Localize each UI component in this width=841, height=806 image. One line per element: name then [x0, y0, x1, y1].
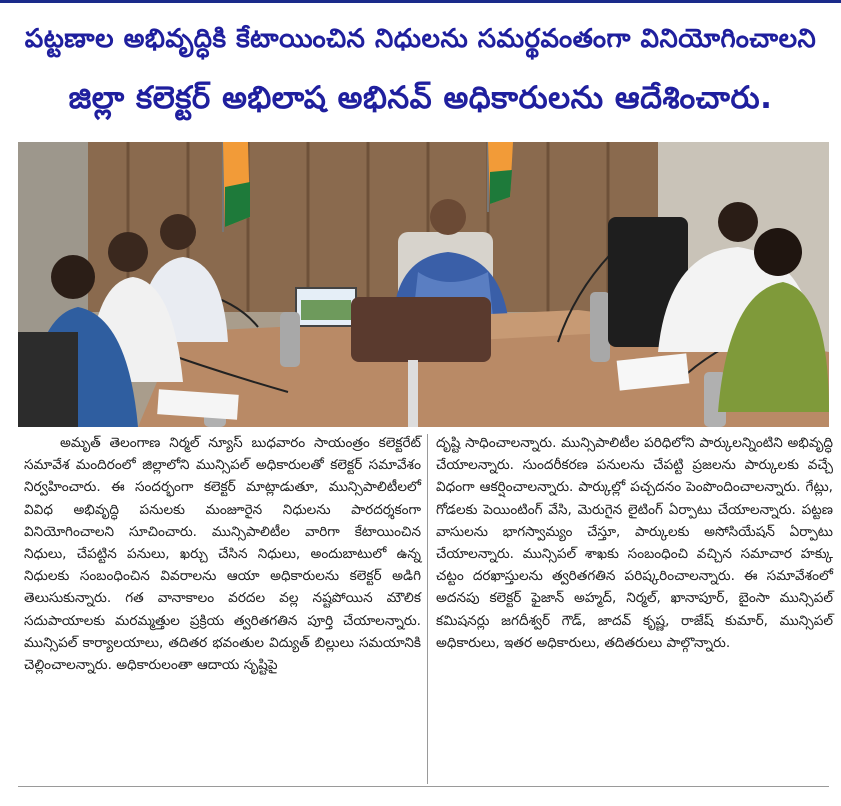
flag-left	[223, 142, 250, 232]
meeting-photo	[18, 142, 829, 427]
headline-line-1: పట్టణాల అభివృద్ధికి కేటాయించిన నిధులను సమర్థవంతంగా వినియోగించాలని	[24, 24, 817, 54]
steel-bottle	[590, 292, 610, 362]
bottom-rule	[18, 786, 829, 787]
top-rule	[0, 0, 841, 3]
column-divider	[427, 434, 428, 784]
article-column-left: అమృత్ తెలంగాణ నిర్మల్ న్యూస్ బుధవారం సాయంత్రం కలెక్టరేట్ సమావేశ మందిరంలో జిల్లాలోని మున్సిపల్ అధికారులతో కలెక్టర్ సమావేశం నిర్వహించారు. ఈ సందర్భంగా కలెక్టర్ మాట్లాడుతూ, మున్సిపాలిటీలలో వివిధ అభివృద్ధి పనులకు మంజూరైన నిధులను పారదర్శకంగా వినియోగించాలని సూచించారు. మున్సిపాలిటీల వారిగా కేటాయించిన నిధులు, చేపట్టిన పనులు, ఖర్చు చేసిన నిధులు, అందుబాటులో ఉన్న నిధులకు సంబంధించిన వివరాలను ఆయా అధికారులను కలెక్టర్ అడిగి తెలుసుకున్నారు. గత వానాకాలం వరదల వల్ల నష్టపోయిన మౌలిక సదుపాయాలకు మరమ్మత్తుల ప్రక్రియ త్వరితగతిన పూర్తి చేయాలన్నారు. మున్సిపల్ కార్యాలయాలు, తదితర భవంతుల విద్యుత్ బిల్లులు సమయానికి చెల్లించాలన్నారు. అధికారులంతా ఆదాయ సృష్టిపై	[24, 435, 421, 674]
steel-bottle	[280, 312, 300, 367]
headline-line-2: జిల్లా కలెక్టర్ అభిలాష అభినవ్ అధికారులను ఆదేశించారు.	[68, 80, 773, 116]
lectern	[351, 297, 491, 362]
article-column-right: దృష్టి సాధించాలన్నారు. మున్సిపాలిటీల పరిధిలోని పార్కులన్నింటిని అభివృద్ధి చేయాలన్నారు. సుందరీకరణ పనులను చేపట్టి ప్రజలను పార్కులకు వచ్చే విధంగా ఆకర్షించాలన్నారు. పార్కుల్లో పచ్చదనం పెంపొందించాలన్నారు. గేట్లు, గోడలకు పెయింటింగ్ వేసి, మెరుగైన లైటింగ్ ఏర్పాటు చేయాలన్నారు. పట్టణ వాసులను భాగస్వామ్యం చేస్తూ, పార్కులకు అసోసియేషన్ ఏర్పాటు చేయాలన్నారు. మున్సిపల్ శాఖకు సంబంధించి వచ్చిన సమాచార హక్కు చట్టం దరఖాస్తులను త్వరితగతిన పరిష్కరించాలన్నారు. ఈ సమావేశంలో అదనపు కలెక్టర్ ఫైజాన్ అహ్మద్, నిర్మల్, ఖానాపూర్, బైంసా మున్సిపల్ కమిషనర్లు జగదీశ్వర్ గౌడ్, జాదవ్ కృష్ణ, రాజేష్ కుమార్, మున్సిపల్ అధికారులు, ఇతర అధికారులు, తదితరులు పాల్గొన్నారు.	[436, 435, 833, 651]
